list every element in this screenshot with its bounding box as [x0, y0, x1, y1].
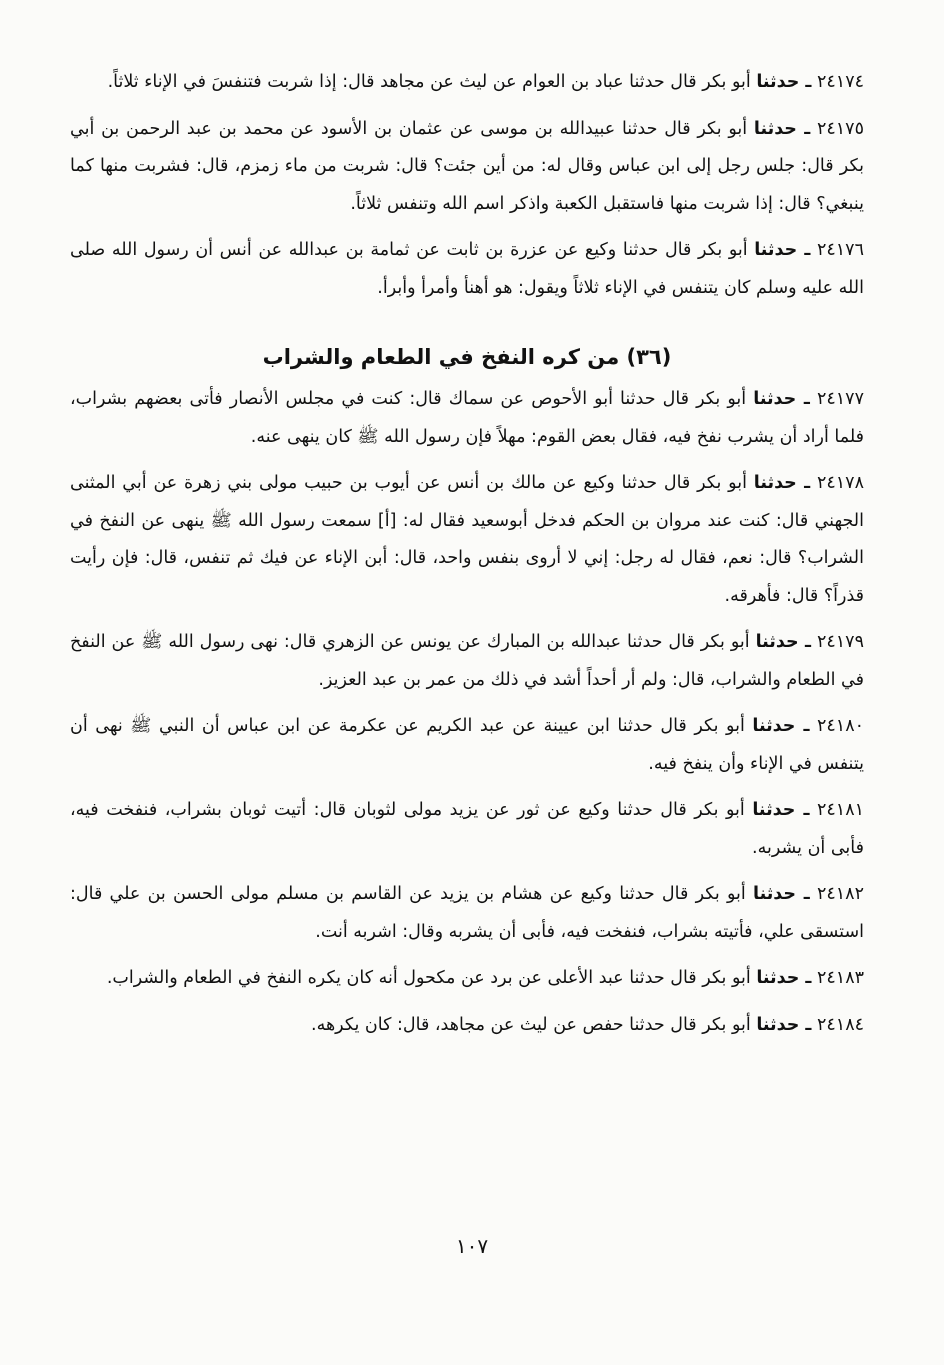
page-number: ١٠٧: [455, 1234, 489, 1258]
hadith-24183: [70, 960, 864, 998]
hadith-lead: ـ حدثنا: [756, 72, 812, 92]
hadith-text: أبو بكر قال حدثنا وكيع عن عزرة بن ثابت عن ثمامة بن عبدالله عن أنس أن رسول الله صلى الله عليه وسلم كان يتنفس في الإناء ثلاثاً ويقول: هو أهنأ وأمرأ وأبرأ.: [70, 240, 864, 298]
hadith-lead: ـ حدثنا: [752, 716, 810, 736]
hadith-24180: [70, 708, 864, 783]
hadith-lead: ـ حدثنا: [756, 968, 812, 988]
hadith-lead: ـ حدثنا: [754, 240, 811, 260]
hadith-lead: ـ حدثنا: [753, 118, 811, 139]
hadith-number: ٢٤١٧٨: [816, 473, 864, 493]
hadith-24182: [70, 876, 864, 951]
hadith-24177: [70, 381, 864, 456]
hadith-number: ٢٤١٧٦: [816, 240, 864, 260]
hadith-number: ٢٤١٨١: [817, 800, 864, 820]
hadith-text: أبو بكر قال حدثنا عبيدالله بن موسى عن عثمان بن الأسود عن محمد بن عبد الرحمن بن أبي بكر قال: جلس رجل إلى ابن عباس وقال له: من أين جئت؟ قال: شربت من ماء زمزم، قال: فشربت منها كما ينبغي؟ قال: إذا شربت منها فاستقبل الكعبة واذكر اسم الله وتنفس ثلاثاً.: [70, 118, 864, 214]
hadith-text: أبو بكر قال حدثنا عبدالله بن المبارك عن يونس عن الزهري قال: نهى رسول الله ﷺ عن النفخ في الطعام والشراب، قال: ولم أر أحداً أشد في ذلك من عمر بن عبد العزيز.: [70, 632, 864, 690]
hadith-number: ٢٤١٧٥: [816, 118, 864, 139]
hadith-number: ٢٤١٨٤: [817, 1014, 864, 1035]
hadith-lead: ـ حدثنا: [756, 1014, 812, 1035]
section-heading: (٣٦) من كره النفخ في الطعام والشراب: [262, 345, 672, 369]
hadith-text: أبو بكر قال حدثنا ابن عيينة عن عبد الكريم عن عكرمة عن ابن عباس أن النبي ﷺ نهى أن يتنفس في الإناء وأن ينفخ فيه.: [70, 716, 864, 774]
hadith-24181: [70, 792, 864, 867]
hadith-24176: [70, 232, 864, 307]
hadith-24178: [70, 465, 864, 615]
hadith-lead: ـ حدثنا: [755, 632, 812, 652]
hadith-text: أبو بكر قال حدثنا أبو الأحوص عن سماك قال: كنت في مجلس الأنصار فأتى بعضهم بشراب، فلما أراد أن يشرب نفخ فيه، فقال بعض القوم: مهلاً فإن رسول الله ﷺ كان ينهى عنه.: [70, 389, 864, 447]
hadith-text: أبو بكر قال حدثنا عبد الأعلى عن برد عن مكحول أنه كان يكره النفخ في الطعام والشراب.: [106, 968, 751, 988]
hadith-text: أبو بكر قال حدثنا عباد بن العوام عن ليث عن مجاهد قال: إذا شربت فتنفسَ في الإناء ثلاثاً.: [107, 72, 751, 92]
hadith-text: أبو بكر قال حدثنا حفص عن ليث عن مجاهد، قال: كان يكرهه.: [311, 1014, 751, 1035]
hadith-number: ٢٤١٧٧: [816, 389, 864, 409]
hadith-lead: ـ حدثنا: [753, 473, 811, 493]
hadith-number: ٢٤١٧٤: [817, 72, 864, 92]
hadith-lead: ـ حدثنا: [753, 389, 810, 409]
hadith-number: ٢٤١٨٠: [817, 716, 864, 736]
hadith-24174: [70, 64, 864, 102]
hadith-lead: ـ حدثنا: [753, 884, 810, 904]
hadith-number: ٢٤١٨٢: [816, 884, 864, 904]
hadith-24175: [70, 111, 864, 224]
hadith-text: أبو بكر قال حدثنا وكيع عن مالك بن أنس عن أيوب بن حبيب مولى بني زهرة عن أبي المثنى الجهني قال: كنت عند مروان بن الحكم فدخل أبوسعيد فقال له: [أ] سمعت رسول الله ﷺ ينهى عن النفخ في الشراب؟ قال: نعم، فقال له رجل: إني لا أروى بنفس واحد، قال: أبن الإناء عن فيك ثم تنفس، قال: فإن رأيت قذراً؟ قال: فأهرقه.: [70, 473, 864, 606]
hadith-24179: [70, 624, 864, 699]
page-body: [70, 64, 864, 1053]
hadith-24184: [70, 1007, 864, 1045]
hadith-number: ٢٤١٨٣: [817, 968, 864, 988]
hadith-text: أبو بكر قال حدثنا وكيع عن هشام بن يزيد عن القاسم بن مسلم مولى الحسن بن علي قال: استسقى علي، فأتيته بشراب، فنفخت فيه، فأبى أن يشربه وقال: اشربه أنت.: [70, 884, 864, 942]
hadith-lead: ـ حدثنا: [752, 800, 810, 820]
hadith-text: أبو بكر قال حدثنا وكيع عن ثور عن يزيد مولى لثوبان قال: أتيت ثوبان بشراب، فنفخت فيه، فأبى أن يشربه.: [70, 800, 864, 858]
hadith-number: ٢٤١٧٩: [816, 632, 864, 652]
